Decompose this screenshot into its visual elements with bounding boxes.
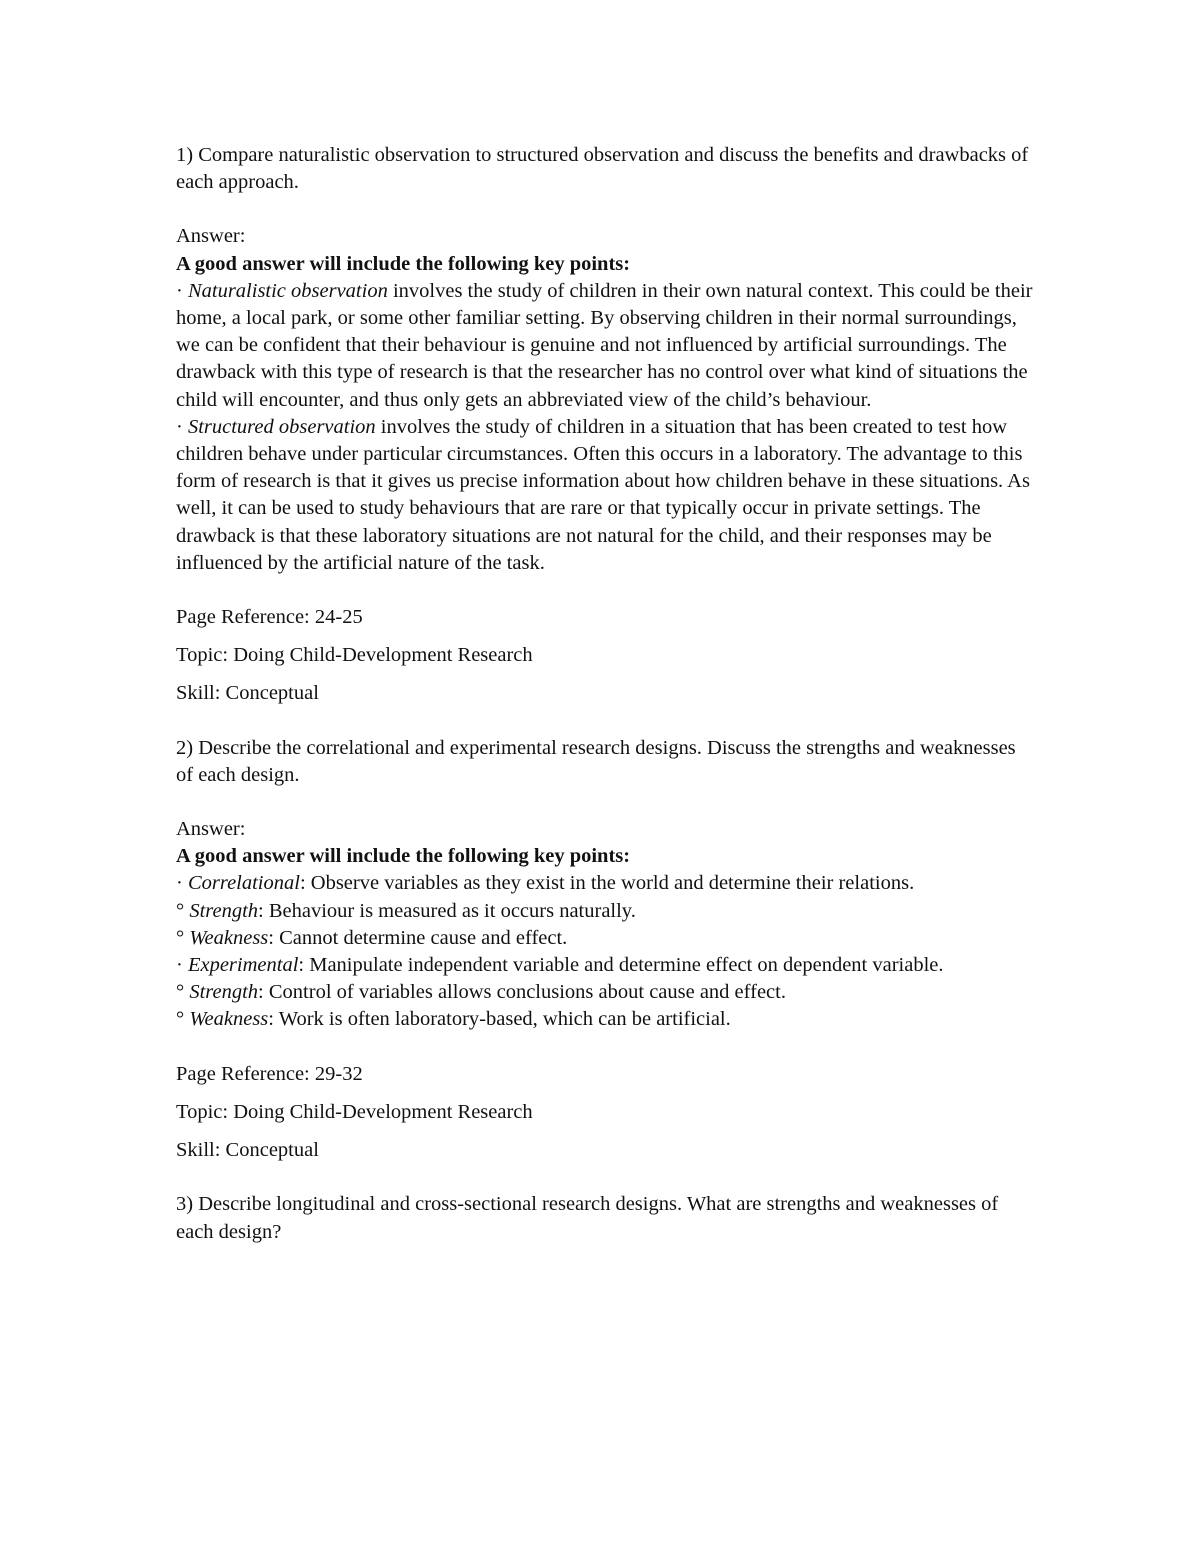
question-prompt: 2) Describe the correlational and experimental research designs. Discuss the strengths and weaknesses of each design.: [176, 736, 1016, 786]
question-prompt: 1) Compare naturalistic observation to structured observation and discuss the benefits and drawbacks of each approach.: [176, 144, 1029, 194]
key-point: [176, 1006, 1036, 1033]
key-term: Weakness: [189, 1008, 269, 1031]
topic: Topic: Doing Child-Development Research: [176, 644, 533, 667]
question-2: [176, 735, 1036, 1165]
page-reference: Page Reference: 24-25: [176, 606, 363, 629]
key-point: [176, 925, 1036, 952]
key-term: Naturalistic observation: [187, 279, 388, 302]
key-point-text: : Manipulate independent variable and determine effect on dependent variable.: [298, 954, 944, 977]
skill: Skill: Conceptual: [176, 682, 319, 705]
page-reference: Page Reference: 29-32: [176, 1062, 363, 1085]
sub-bullet: °: [176, 926, 190, 949]
key-term: Weakness: [189, 926, 269, 949]
key-term: Experimental: [187, 954, 299, 977]
sub-bullet: °: [176, 981, 190, 1004]
bullet: ·: [176, 872, 188, 895]
question-prompt: 3) Describe longitudinal and cross-sectional research designs. What are strengths and weaknesses of each design?: [176, 1193, 999, 1243]
key-point-text: : Control of variables allows conclusions about cause and effect.: [258, 981, 786, 1004]
key-term: Structured observation: [187, 415, 376, 438]
key-point: [176, 898, 1036, 925]
question-1: [176, 142, 1036, 708]
topic: Topic: Doing Child-Development Research: [176, 1100, 533, 1123]
sub-bullet: °: [176, 899, 190, 922]
key-point-text: : Cannot determine cause and effect.: [268, 926, 568, 949]
skill: Skill: Conceptual: [176, 1139, 319, 1162]
key-point: [176, 952, 1036, 979]
key-point-text: : Work is often laboratory-based, which can be artificial.: [268, 1008, 731, 1031]
answer-label: Answer:: [176, 818, 246, 841]
document-page: [176, 142, 1036, 1273]
answer-label: Answer:: [176, 225, 246, 248]
key-point-text: : Behaviour is measured as it occurs naturally.: [258, 899, 636, 922]
key-point: [176, 414, 1036, 577]
key-term: Strength: [189, 981, 259, 1004]
key-point: [176, 979, 1036, 1006]
sub-bullet: °: [176, 1008, 190, 1031]
bullet: ·: [176, 279, 188, 302]
bullet: ·: [176, 954, 188, 977]
key-term: Strength: [189, 899, 259, 922]
key-point-text: involves the study of children in their own natural context. This could be their home, a local park, or some other familiar setting. By observing children in their normal surroundings, we can be confident that their behaviour is genuine and not influenced by artificial surroundings. The drawback with this type of research is that the researcher has no control over what kind of situations the child will encounter, and thus only gets an abbreviated view of the child’s behaviour.: [176, 279, 1033, 411]
bullet: ·: [176, 415, 188, 438]
key-point: [176, 870, 1036, 897]
question-3: [176, 1191, 1036, 1245]
key-point: [176, 278, 1036, 414]
key-points-heading: A good answer will include the following key points:: [176, 845, 631, 868]
key-points-heading: A good answer will include the following key points:: [176, 252, 631, 275]
key-point-text: involves the study of children in a situation that has been created to test how children behave under particular circumstances. Often this occurs in a laboratory. The advantage to this form of research is that it gives us precise information about how children behave in these situations. As well, it can be used to study behaviours that are rare or that typically occur in private settings. The drawback is that these laboratory situations are not natural for the child, and their responses may be influenced by the artificial nature of the task.: [176, 415, 1030, 574]
key-point-text: : Observe variables as they exist in the world and determine their relations.: [299, 872, 915, 895]
key-term: Correlational: [187, 872, 300, 895]
